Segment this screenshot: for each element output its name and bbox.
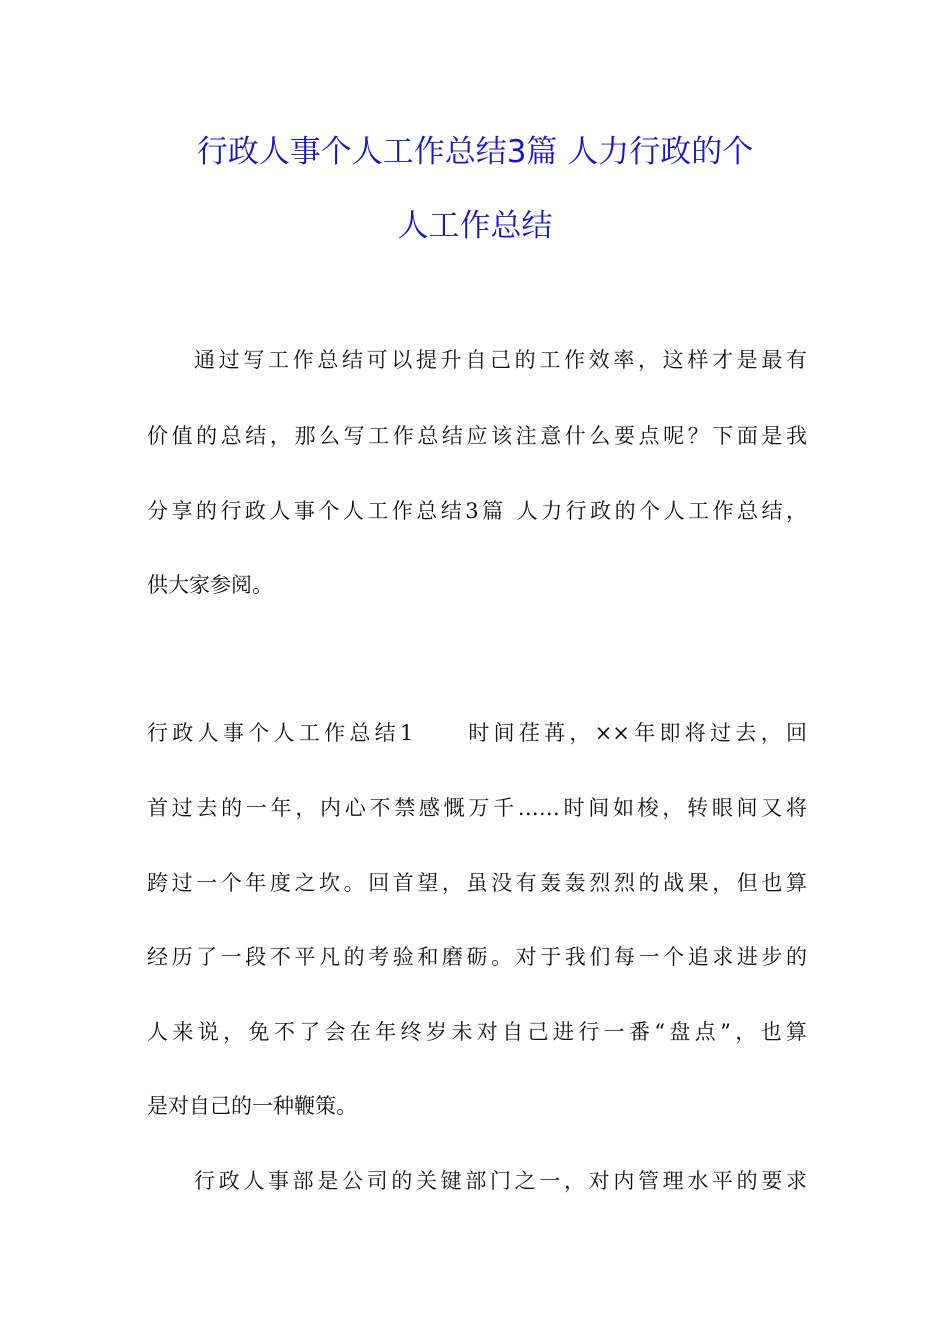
section1-line: 跨过一个年度之坎。回首望，虽没有轰轰烈烈的战果，但也算 <box>147 871 807 895</box>
intro-line: 供大家参阅。 <box>147 573 273 597</box>
intro-line: 分享的行政人事个人工作总结3篇 人力行政的个人工作总结， <box>147 499 807 523</box>
document-title-line-2: 人工作总结 <box>397 208 553 244</box>
document-title-line-1: 行政人事个人工作总结3篇 人力行政的个 <box>196 134 754 170</box>
section1-line: 经历了一段不平凡的考验和磨砺。对于我们每一个追求进步的 <box>147 945 807 969</box>
section1-line: 行政人事个人工作总结1 时间荏苒，××年即将过去，回 <box>147 721 807 745</box>
section2-line: 行政人事部是公司的关键部门之一，对内管理水平的要求 <box>194 1169 807 1193</box>
section1-line: 人来说，免不了会在年终岁未对自己进行一番“盘点”，也算 <box>147 1020 807 1044</box>
intro-line: 价值的总结，那么写工作总结应该注意什么要点呢？下面是我 <box>147 424 807 448</box>
intro-line: 通过写工作总结可以提升自己的工作效率，这样才是最有 <box>194 348 807 372</box>
section1-line: 是对自己的一种鞭策。 <box>147 1094 357 1118</box>
section1-line: 首过去的一年，内心不禁感慨万千……时间如梭，转眼间又将 <box>147 796 807 820</box>
